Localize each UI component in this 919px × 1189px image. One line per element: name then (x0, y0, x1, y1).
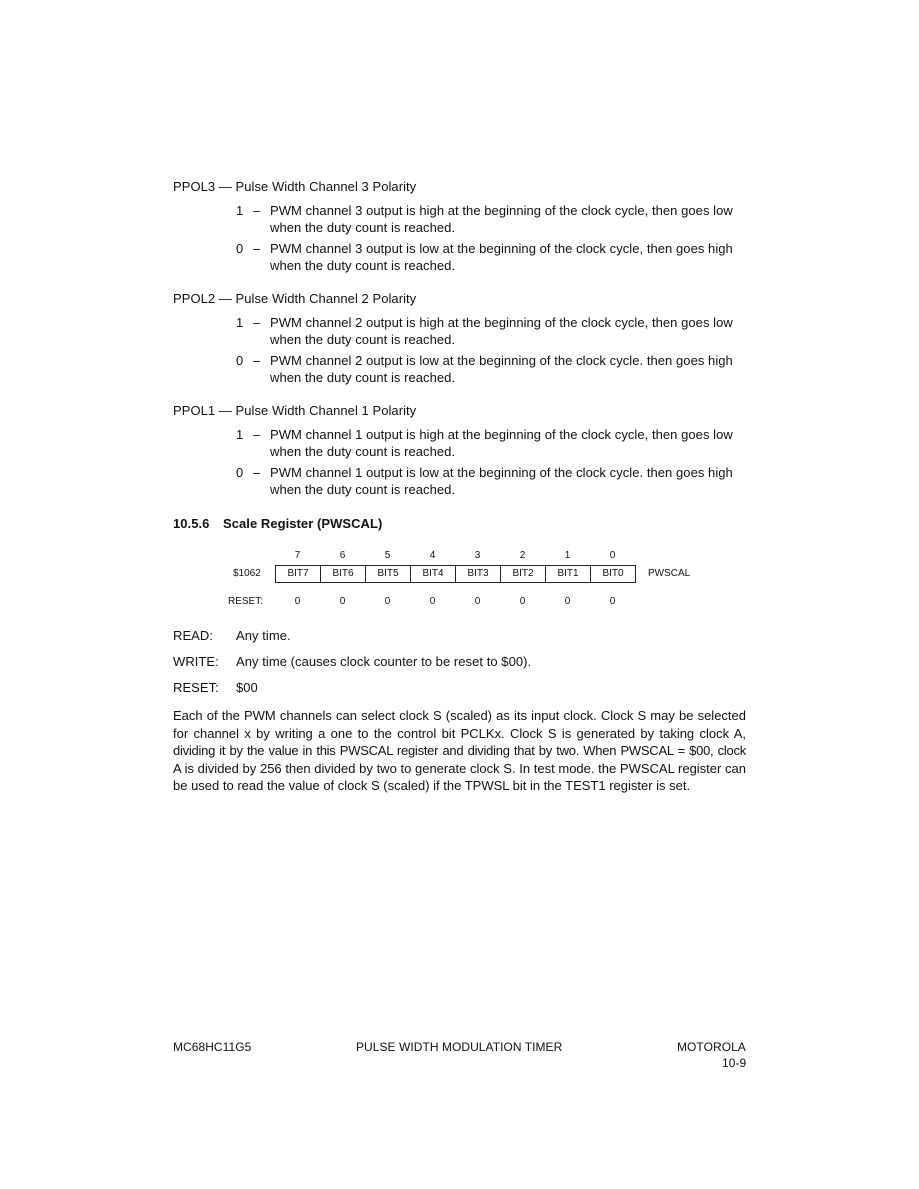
ppol2-title: PPOL2 — Pulse Width Channel 2 Polarity (173, 291, 417, 306)
ppol1-item-0-line2: when the duty count is reached. (270, 482, 456, 497)
ppol3-item-0-dash: – (253, 241, 261, 256)
bit-number-3: 3 (474, 550, 481, 561)
ppol1-item-1-bit: 1 (236, 427, 244, 442)
description-line: Each of the PWM channels can select clock S (scaled) as its input clock. Clock S may be selected (173, 708, 746, 723)
ppol3-item-1-dash: – (253, 203, 261, 218)
bit-number-6: 6 (339, 550, 346, 561)
description-paragraph (173, 707, 746, 795)
ppol3-item-0-bit: 0 (236, 241, 244, 256)
ppol1-item-0-dash: – (253, 465, 261, 480)
register-cell-bit0: BIT0 (590, 565, 636, 583)
footer-page-number: 10-9 (722, 1056, 747, 1070)
ppol2-item-1-bit: 1 (236, 315, 244, 330)
write-label: WRITE: (173, 654, 219, 669)
footer-left: MC68HC11G5 (173, 1040, 252, 1054)
bit-number-1: 1 (564, 550, 571, 561)
description-line: dividing it by the value in this PWSCAL register and dividing that by two. When PWSCAL = $00, clock (173, 743, 746, 758)
register-name: PWSCAL (648, 568, 691, 579)
register-cell-bit1: BIT1 (545, 565, 591, 583)
section-number: 10.5.6 (173, 516, 210, 531)
ppol1-item-1-line2: when the duty count is reached. (270, 444, 456, 459)
ppol3-item-0-line2: when the duty count is reached. (270, 258, 456, 273)
reset-label: RESET: (228, 596, 264, 607)
ppol2-item-0-line1: PWM channel 2 output is low at the beginning of the clock cycle. then goes high (270, 353, 733, 368)
bit-number-5: 5 (384, 550, 391, 561)
ppol2-item-0-dash: – (253, 353, 261, 368)
ppol2-item-1-line1: PWM channel 2 output is high at the beginning of the clock cycle, then goes low (270, 315, 733, 330)
reset-value-bit2: 0 (519, 596, 526, 607)
footer-right: MOTOROLA (677, 1040, 746, 1054)
register-cell-bit5: BIT5 (365, 565, 411, 583)
bit-number-4: 4 (429, 550, 436, 561)
footer-center: PULSE WIDTH MODULATION TIMER (356, 1040, 563, 1054)
ppol3-item-0-line1: PWM channel 3 output is low at the beginning of the clock cycle, then goes high (270, 241, 733, 256)
register-cell-bit6: BIT6 (320, 565, 366, 583)
description-line: for channel x by writing a one to the control bit PCLKx. Clock S is generated by taking clock A, (173, 725, 746, 741)
reset-value-bit1: 0 (564, 596, 571, 607)
reset-value-bit5: 0 (384, 596, 391, 607)
ppol2-item-0-line2: when the duty count is reached. (270, 370, 456, 385)
bit-number-0: 0 (609, 550, 616, 561)
ppol1-item-0-bit: 0 (236, 465, 244, 480)
ppol2-item-1-line2: when the duty count is reached. (270, 332, 456, 347)
reset-value-bit0: 0 (609, 596, 616, 607)
write-value: Any time (causes clock counter to be reset to $00). (236, 654, 532, 669)
ppol1-item-0-line1: PWM channel 1 output is low at the beginning of the clock cycle. then goes high (270, 465, 733, 480)
ppol3-item-1-line1: PWM channel 3 output is high at the beginning of the clock cycle, then goes low (270, 203, 733, 218)
read-label: READ: (173, 628, 213, 643)
ppol1-item-1-dash: – (253, 427, 261, 442)
bit-number-2: 2 (519, 550, 526, 561)
ppol1-item-1-line1: PWM channel 1 output is high at the beginning of the clock cycle, then goes low (270, 427, 733, 442)
reset-value-bit3: 0 (474, 596, 481, 607)
ppol3-title: PPOL3 — Pulse Width Channel 3 Polarity (173, 179, 417, 194)
ppol2-item-1-dash: – (253, 315, 261, 330)
ppol3-item-1-line2: when the duty count is reached. (270, 220, 456, 235)
description-line: A is divided by 256 then divided by two to generate clock S. In test mode. the PWSCAL register can (173, 760, 746, 776)
section-title: Scale Register (PWSCAL) (223, 516, 383, 531)
reset-value-bit6: 0 (339, 596, 346, 607)
reset-value-bit7: 0 (294, 596, 301, 607)
reset-access-label: RESET: (173, 680, 219, 695)
read-value: Any time. (236, 628, 291, 643)
register-cell-bit2: BIT2 (500, 565, 546, 583)
register-cell-bit3: BIT3 (455, 565, 501, 583)
reset-access-value: $00 (236, 680, 258, 695)
ppol2-item-0-bit: 0 (236, 353, 244, 368)
register-address: $1062 (233, 568, 261, 579)
description-line: be used to read the value of clock S (scaled) if the TPWSL bit in the TEST1 register is set. (173, 778, 691, 793)
reset-value-bit4: 0 (429, 596, 436, 607)
register-cell-bit7: BIT7 (275, 565, 321, 583)
ppol3-item-1-bit: 1 (236, 203, 244, 218)
register-cell-bit4: BIT4 (410, 565, 456, 583)
bit-number-7: 7 (294, 550, 301, 561)
ppol1-title: PPOL1 — Pulse Width Channel 1 Polarity (173, 403, 417, 418)
